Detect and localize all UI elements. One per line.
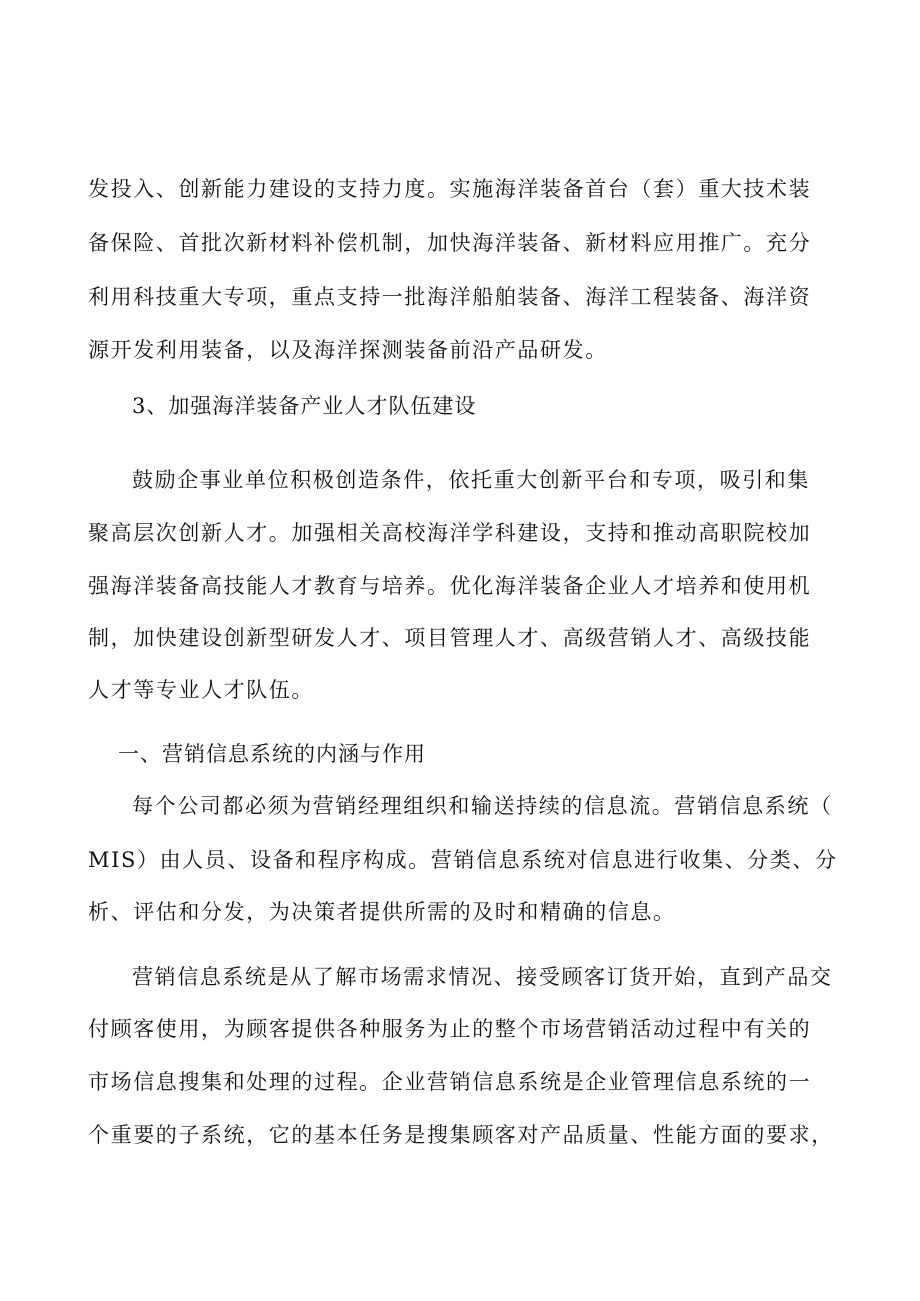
paragraph-line: 源开发利用装备，以及海洋探测装备前沿产品研发。: [88, 338, 608, 362]
paragraph-line: 制，加快建设创新型研发人才、项目管理人才、高级营销人才、高级技能: [88, 626, 812, 650]
paragraph-line: 营销信息系统是从了解市场需求情况、接受顾客订货开始，直到产品交: [132, 965, 833, 989]
paragraph-line: 人才等专业人才队伍。: [88, 678, 314, 702]
paragraph-line: 个重要的子系统，它的基本任务是搜集顾客对产品质量、性能方面的要求，: [88, 1123, 834, 1147]
paragraph-line: 利用科技重大专项，重点支持一批海洋船舶装备、海洋工程装备、海洋资: [88, 285, 812, 309]
paragraph-line: 付顾客使用，为顾客提供各种服务为止的整个市场营销活动过程中有关的: [88, 1017, 812, 1041]
paragraph-line: MIS）由人员、设备和程序构成。营销信息系统对信息进行收集、分类、分: [88, 848, 838, 872]
paragraph-line: 强海洋装备高技能人才教育与培养。优化海洋装备企业人才培养和使用机: [88, 574, 812, 598]
paragraph-line: 备保险、首批次新材料补偿机制，加快海洋装备、新材料应用推广。充分: [88, 231, 812, 255]
paragraph-line: 每个公司都必须为营销经理组织和输送持续的信息流。营销信息系统（: [132, 794, 833, 818]
paragraph-line: 市场信息搜集和处理的过程。企业营销信息系统是企业管理信息系统的一: [88, 1070, 812, 1094]
paragraph-line: 发投入、创新能力建设的支持力度。实施海洋装备首台（套）重大技术装: [88, 177, 812, 201]
paragraph-line: 析、评估和分发，为决策者提供所需的及时和精确的信息。: [88, 900, 676, 924]
paragraph-line: 鼓励企事业单位积极创造条件，依托重大创新平台和专项，吸引和集: [132, 468, 810, 492]
subheading-3: 3、加强海洋装备产业人才队伍建设: [132, 394, 477, 418]
paragraph-line: 聚高层次创新人才。加强相关高校海洋学科建设，支持和推动高职院校加: [88, 521, 812, 545]
section-title: 一、营销信息系统的内涵与作用: [118, 742, 426, 766]
